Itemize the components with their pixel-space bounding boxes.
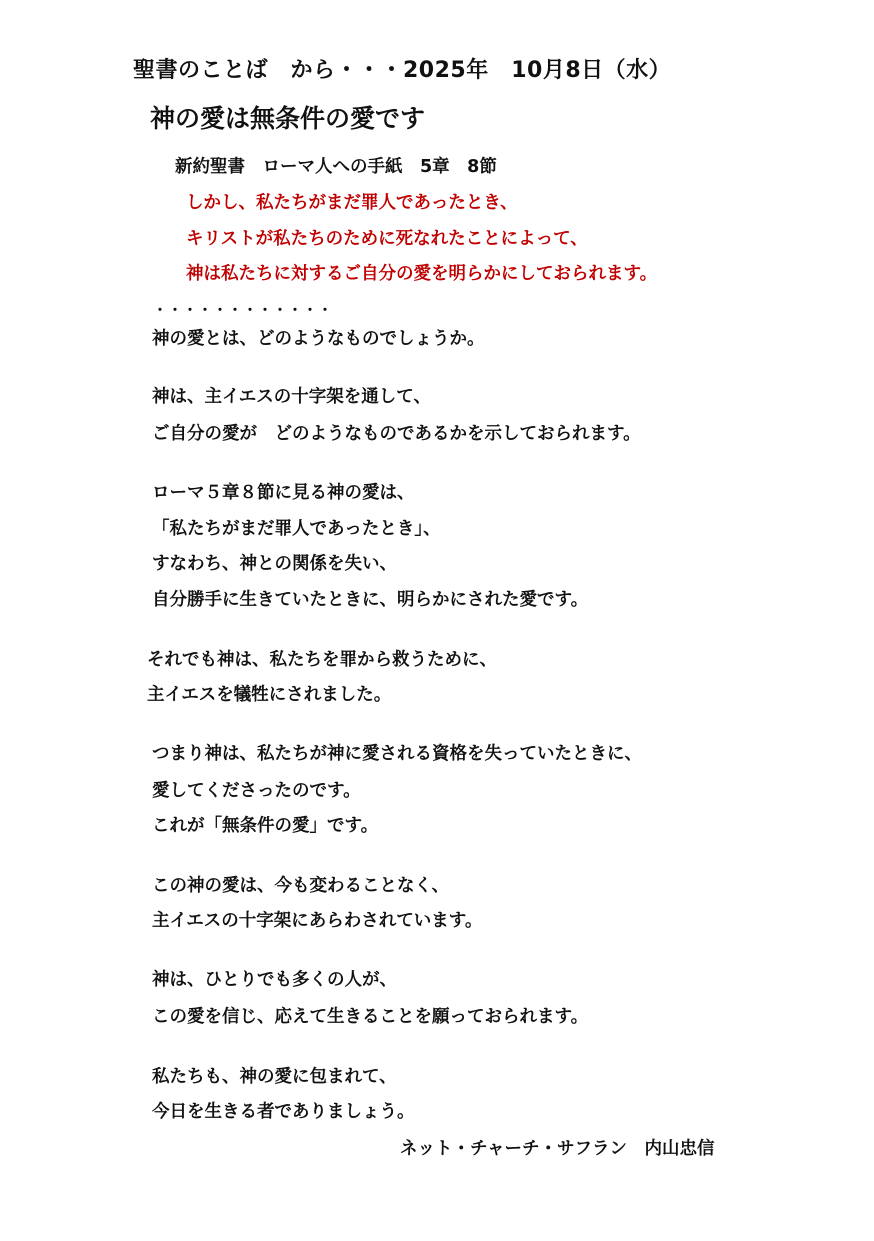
body-line-18: 今日を生きる者でありましょう。: [152, 1102, 415, 1122]
body-line-3: ご自分の愛が どのようなものであるかを示しておられます。: [152, 424, 641, 444]
body-line-8: それでも神は、私たちを罪から救うために、: [147, 650, 497, 670]
body-line-6: すなわち、神との関係を失い、: [152, 554, 397, 574]
page-header: 聖書のことば から・・・2025年 10月8日（水）: [133, 58, 672, 83]
separator-dots: ・・・・・・・・・・・・: [153, 303, 333, 319]
page-title: 神の愛は無条件の愛です: [150, 104, 426, 133]
body-line-16: この愛を信じ、応えて生きることを願っておられます。: [152, 1007, 589, 1027]
body-line-1: 神の愛とは、どのようなものでしょうか。: [152, 329, 485, 349]
body-line-14: 主イエスの十字架にあらわされています。: [152, 911, 483, 931]
body-line-2: 神は、主イエスの十字架を通して、: [152, 387, 431, 407]
body-line-7: 自分勝手に生きていたときに、明らかにされた愛です。: [152, 590, 589, 610]
verse-line-1: しかし、私たちがまだ罪人であったとき、: [186, 193, 518, 213]
signature: ネット・チャーチ・サフラン 内山忠信: [400, 1139, 715, 1159]
body-line-10: つまり神は、私たちが神に愛される資格を失っていたときに、: [152, 744, 642, 764]
body-line-11: 愛してくださったのです。: [152, 781, 361, 801]
body-line-5: 「私たちがまだ罪人であったとき」、: [152, 519, 441, 539]
body-line-9: 主イエスを犠牲にされました。: [147, 685, 392, 705]
scripture-reference: 新約聖書 ローマ人への手紙 5章 8節: [175, 157, 497, 177]
body-line-17: 私たちも、神の愛に包まれて、: [152, 1067, 397, 1087]
body-line-13: この神の愛は、今も変わることなく、: [152, 876, 450, 896]
verse-line-2: キリストが私たちのために死なれたことによって、: [186, 229, 588, 249]
verse-line-3: 神は私たちに対するご自分の愛を明らかにしておられます。: [186, 264, 658, 284]
body-line-12: これが「無条件の愛」です。: [152, 816, 379, 836]
body-line-4: ローマ５章８節に見る神の愛は、: [152, 483, 415, 503]
body-line-15: 神は、ひとりでも多くの人が、: [152, 970, 397, 990]
